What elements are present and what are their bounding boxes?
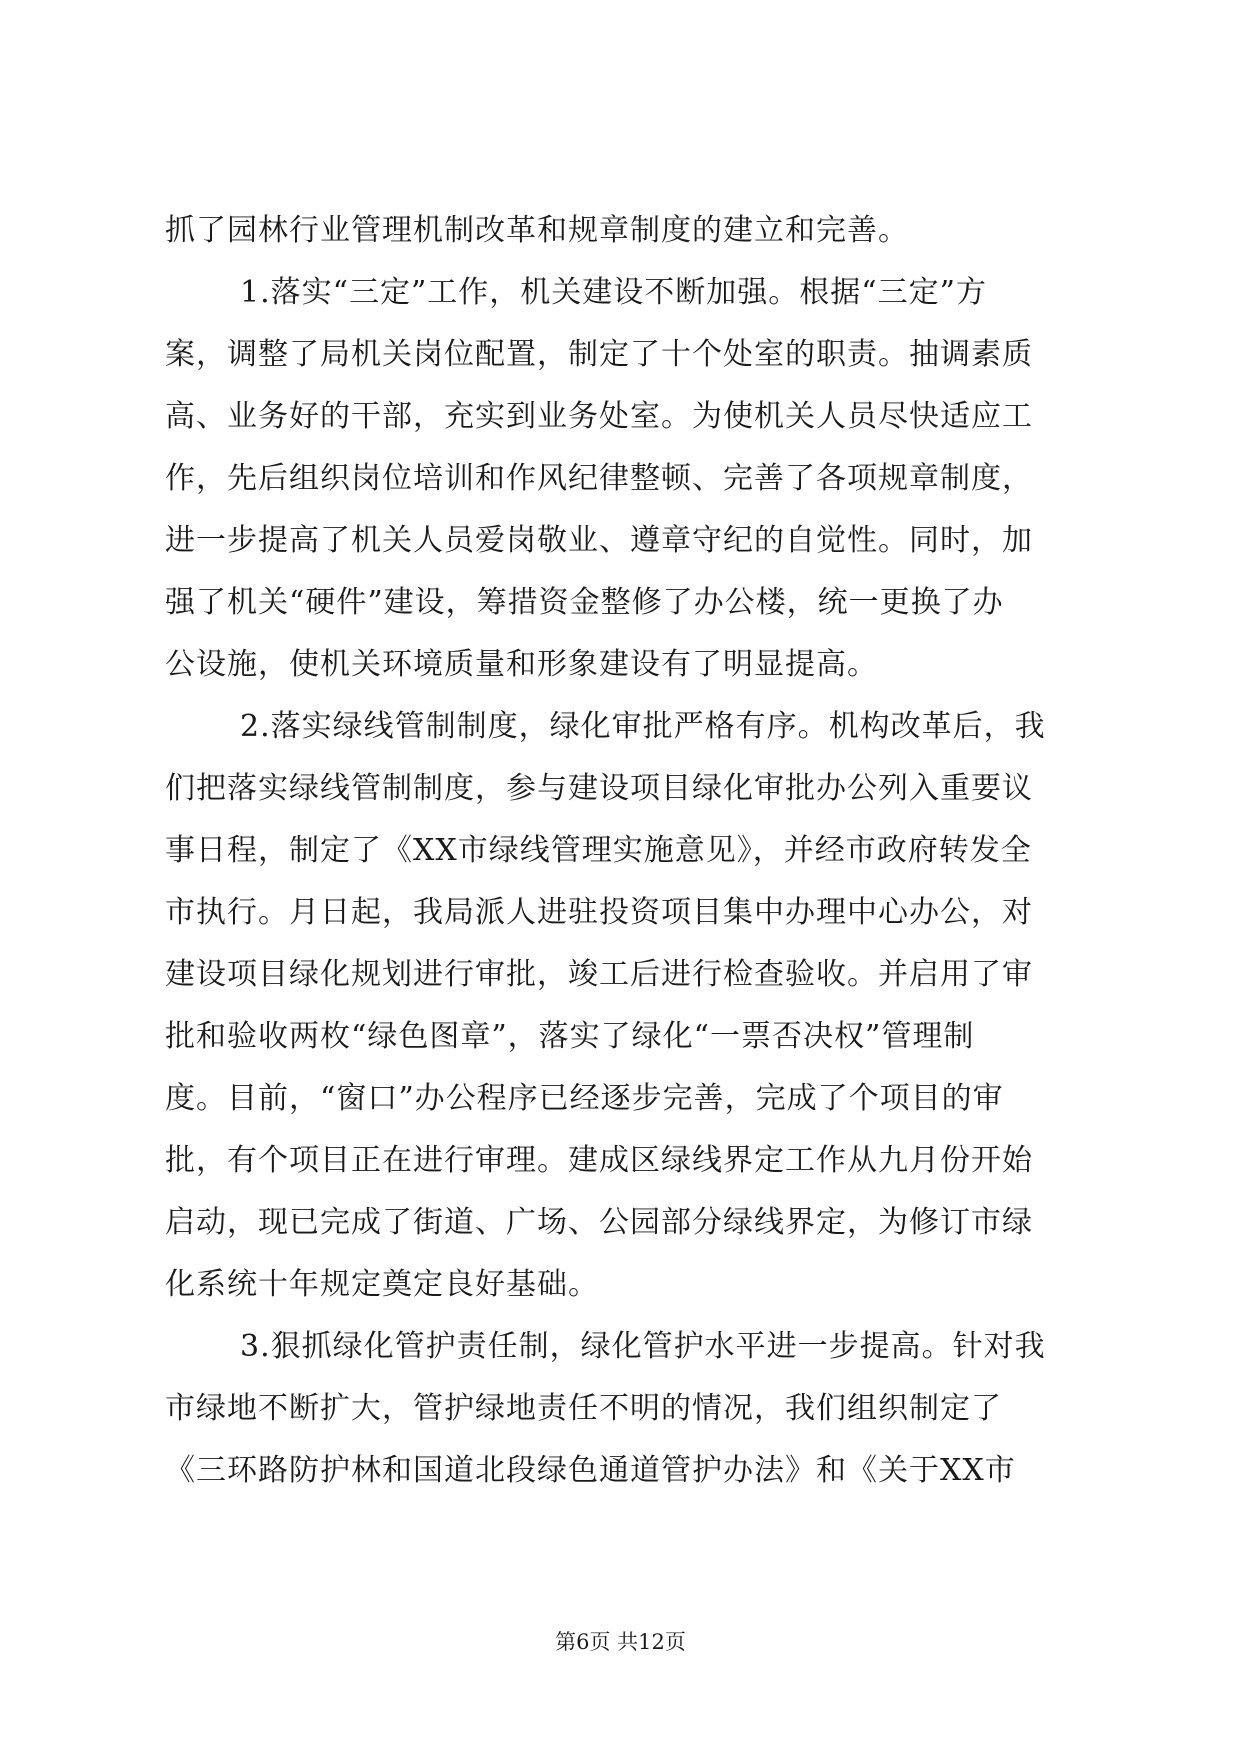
text-line: 《三环路防护林和国道北段绿色通道管护办法》和《关于XX市 [165, 1453, 1016, 1488]
text-line: 案，调整了局机关岗位配置，制定了十个处室的职责。抽调素质 [165, 337, 1033, 372]
text-line: 作，先后组织岗位培训和作风纪律整顿、完善了各项规章制度， [165, 461, 1033, 496]
text-line: 公设施，使机关环境质量和形象建设有了明显提高。 [165, 647, 878, 682]
text-line: 度。目前，“窗口”办公程序已经逐步完善，完成了个项目的审 [165, 1081, 1004, 1116]
text-line: 进一步提高了机关人员爱岗敬业、遵章守纪的自觉性。同时，加 [165, 523, 1033, 558]
paragraph-2-heading-line: 2.落实绿线管制制度，绿化审批严格有序。机构改革后，我 [240, 709, 1046, 744]
text-line: 高、业务好的干部，充实到业务处室。为使机关人员尽快适应工 [165, 399, 1033, 434]
text-line: 事日程，制定了《XX市绿线管理实施意见》，并经市政府转发全 [165, 833, 1032, 868]
text-line: 化系统十年规定奠定良好基础。 [165, 1267, 599, 1302]
paragraph-3-heading-line: 3.狠抓绿化管护责任制，绿化管护水平进一步提高。针对我 [240, 1329, 1046, 1364]
text-line: 抓了园林行业管理机制改革和规章制度的建立和完善。 [165, 213, 909, 248]
text-line: 市执行。月日起，我局派人进驻投资项目集中办理中心办公，对 [165, 895, 1033, 930]
text-line: 启动，现已完成了街道、广场、公园部分绿线界定，为修订市绿 [165, 1205, 1033, 1240]
paragraph-1-heading-line: 1.落实“三定”工作，机关建设不断加强。根据“三定”方 [240, 275, 987, 310]
text-line: 批，有个项目正在进行审理。建成区绿线界定工作从九月份开始 [165, 1143, 1033, 1178]
document-body [165, 200, 1075, 1502]
page-number-footer: 第6页 共12页 [555, 1630, 686, 1654]
text-line: 们把落实绿线管制制度，参与建设项目绿化审批办公列入重要议 [165, 771, 1033, 806]
text-line: 市绿地不断扩大，管护绿地责任不明的情况，我们组织制定了 [165, 1391, 1002, 1426]
text-line: 建设项目绿化规划进行审批，竣工后进行检查验收。并启用了审 [165, 957, 1033, 992]
text-line: 强了机关“硬件”建设，筹措资金整修了办公楼，统一更换了办 [165, 585, 1004, 620]
text-line: 批和验收两枚“绿色图章”，落实了绿化“一票否决权”管理制 [165, 1019, 975, 1054]
